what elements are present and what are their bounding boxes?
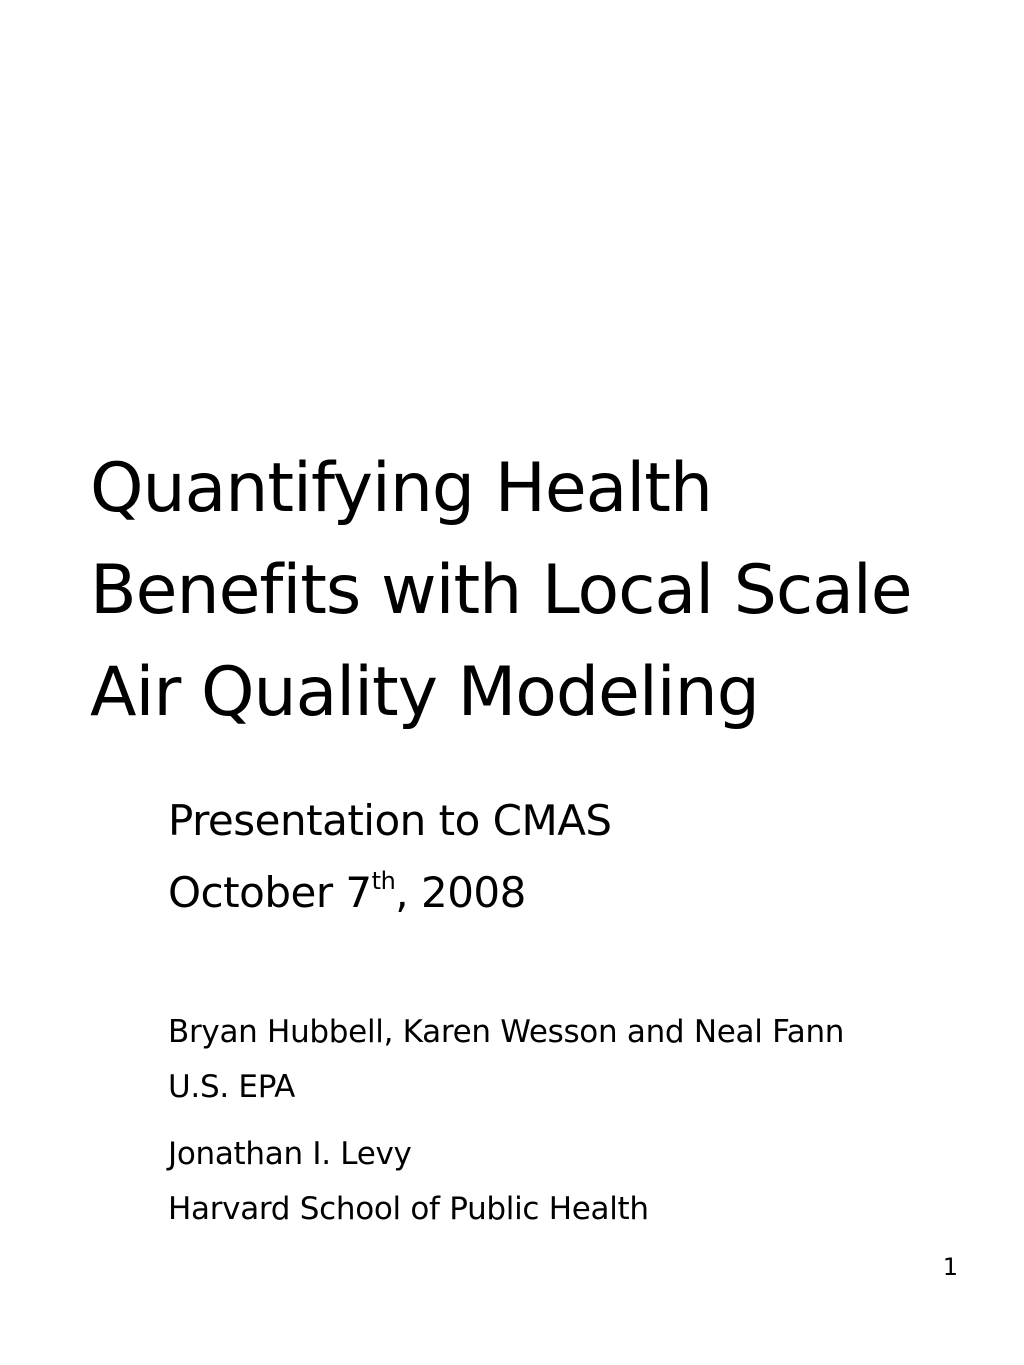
affiliation-epa: U.S. EPA bbox=[168, 1069, 296, 1105]
title-line-1: Quantifying Health bbox=[90, 449, 712, 528]
title-line-3: Air Quality Modeling bbox=[90, 653, 759, 732]
title-line-2: Benefits with Local Scale bbox=[90, 551, 912, 630]
presentation-date bbox=[168, 857, 988, 929]
date-suffix: , 2008 bbox=[395, 868, 526, 917]
date-prefix: October 7 bbox=[168, 868, 372, 917]
date-superscript: th bbox=[371, 867, 396, 895]
author-block bbox=[168, 1005, 988, 1237]
affiliation-harvard: Harvard School of Public Health bbox=[168, 1191, 649, 1227]
page-number: 1 bbox=[942, 1253, 958, 1281]
author-names-epa: Bryan Hubbell, Karen Wesson and Neal Fann bbox=[168, 1014, 845, 1050]
slide-title bbox=[90, 438, 990, 744]
author-name-harvard: Jonathan I. Levy bbox=[168, 1136, 412, 1172]
presentation-venue: Presentation to CMAS bbox=[168, 796, 612, 845]
slide-subtitle bbox=[168, 785, 988, 929]
author-gap bbox=[168, 1115, 988, 1127]
